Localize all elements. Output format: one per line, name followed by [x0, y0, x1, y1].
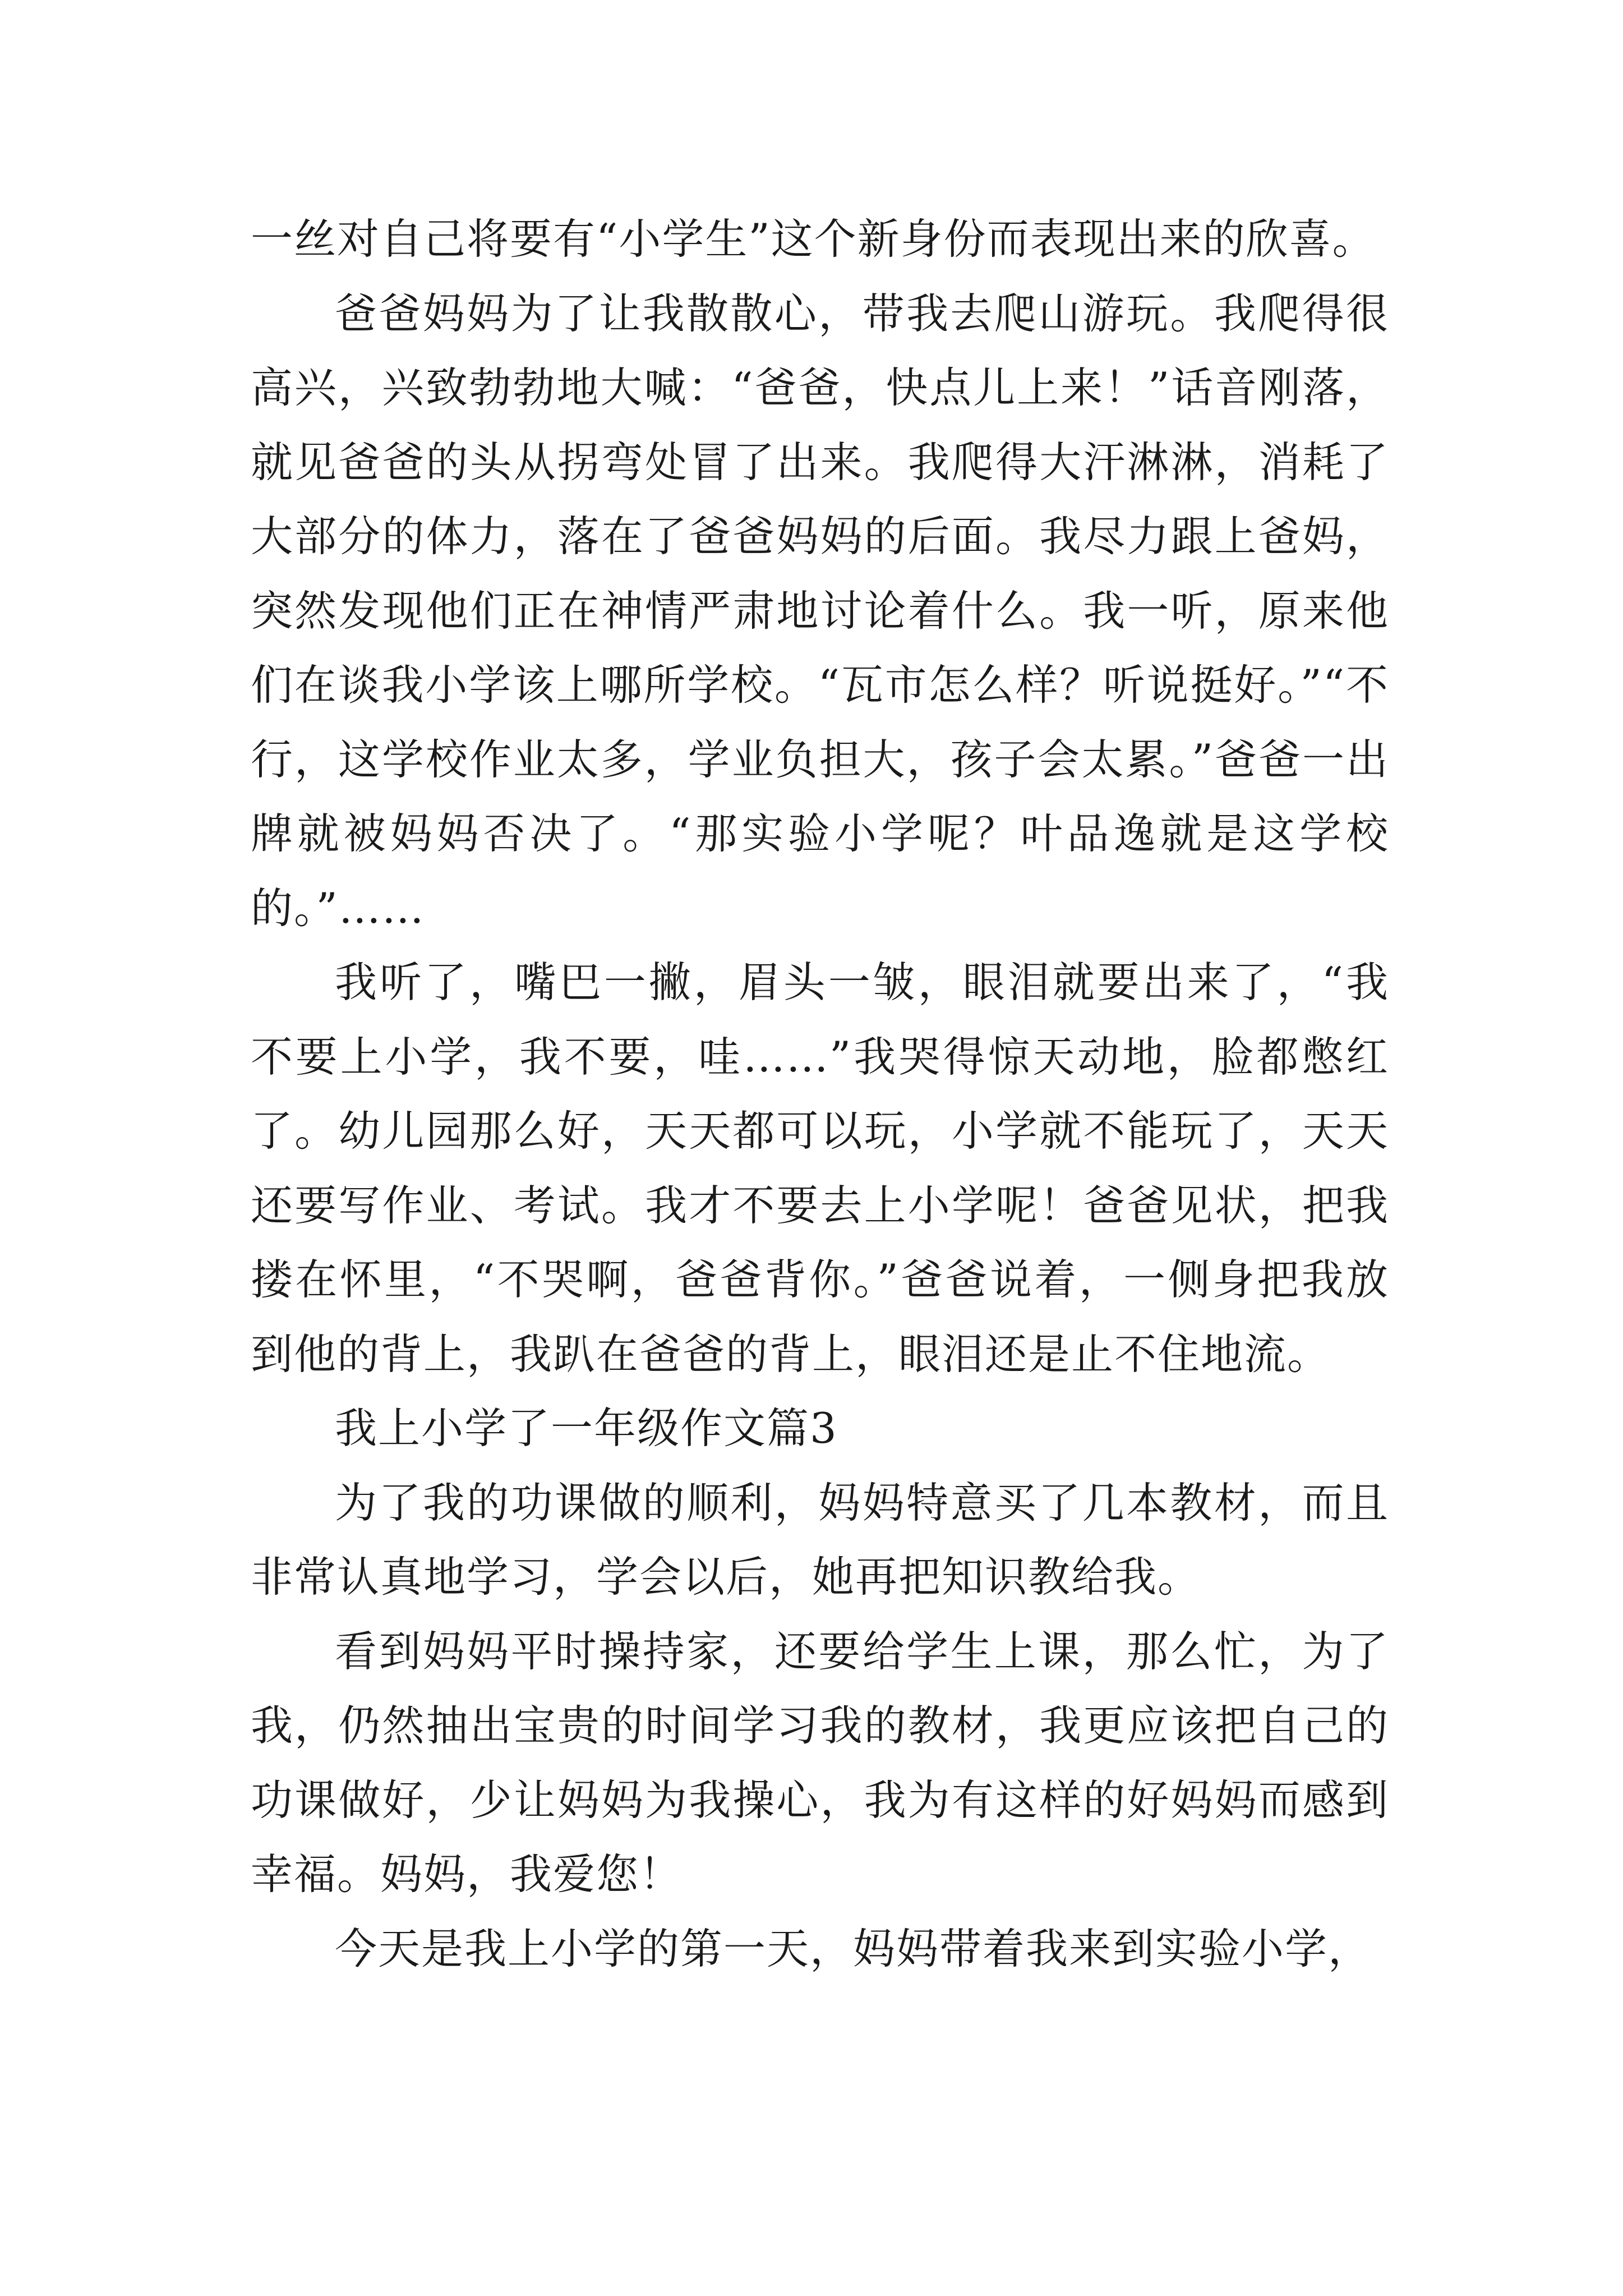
paragraph-gratitude: 看到妈妈平时操持家，还要给学生上课，那么忙，为了我，仍然抽出宝贵的时间学习我的教材，我更应该把自己的功课做好，少让妈妈为我操心，我为有这样的好妈妈而感到幸福。妈妈，我爱您！ — [251, 1626, 1389, 1899]
section-heading: 我上小学了一年级作文篇3 — [335, 1404, 838, 1453]
paragraph-continuation: 一丝对自己将要有“小学生”这个新身份而表现出来的欣喜。 — [251, 214, 1376, 264]
paragraph-crying: 我听了，嘴巴一撇，眉头一皱，眼泪就要出来了，“我不要上小学，我不要，哇……”我哭得惊天动地，脸都憋红了。幼儿园那么好，天天都可以玩，小学就不能玩了，天天还要写作业、考试。我才不要去上小学呢！爸爸见状，把我搂在怀里，“不哭啊，爸爸背你。”爸爸说着，一侧身把我放到他的背上，我趴在爸爸的背上，眼泪还是止不住地流。 — [251, 958, 1389, 1379]
paragraph-hiking: 爸爸妈妈为了让我散散心，带我去爬山游玩。我爬得很高兴，兴致勃勃地大喊：“爸爸，快点儿上来！”话音刚落，就见爸爸的头从拐弯处冒了出来。我爬得大汗淋淋，消耗了大部分的体力，落在了爸爸妈妈的后面。我尽力跟上爸妈，突然发现他们正在神情严肃地讨论着什么。我一听，原来他们在谈我小学该上哪所学校。“瓦市怎么样？听说挺好。”“不行，这学校作业太多，学业负担大，孩子会太累。”爸爸一出牌就被妈妈否决了。“那实验小学呢？叶品逸就是这学校的。”…… — [251, 288, 1389, 933]
paragraph-first-day: 今天是我上小学的第一天，妈妈带着我来到实验小学， — [335, 1924, 1372, 1973]
document-body — [251, 202, 1389, 1986]
paragraph-textbooks: 为了我的功课做的顺利，妈妈特意买了几本教材，而且非常认真地学习，学会以后，她再把知识教给我。 — [251, 1478, 1389, 1602]
